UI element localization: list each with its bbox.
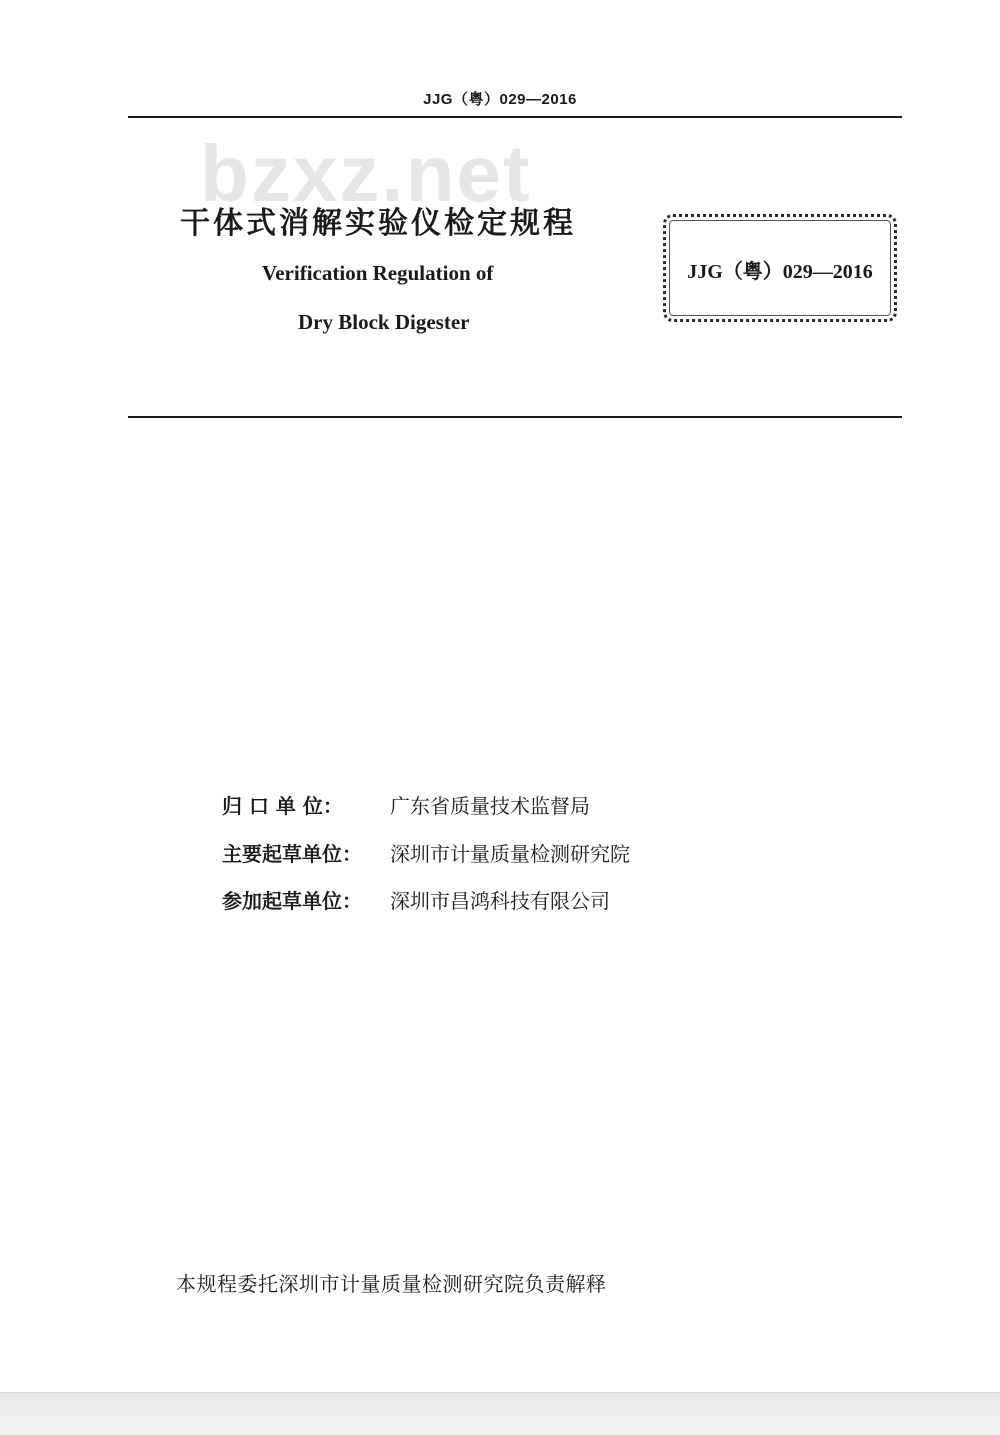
title-english-line2: Dry Block Digester	[298, 310, 470, 334]
org-row-responsible	[222, 790, 590, 819]
stamp-code: JJG（粤）029—2016	[687, 261, 873, 283]
title-english-line1: Verification Regulation of	[262, 261, 494, 285]
header-code: JJG（粤）029—2016	[423, 91, 577, 108]
org-value: 深圳市昌鸿科技有限公司	[390, 889, 610, 913]
viewer-bottom-bar	[0, 1392, 1000, 1435]
org-label: 归 口 单 位：	[222, 794, 343, 818]
bottom-rule	[128, 416, 902, 418]
org-label: 主要起草单位：	[222, 842, 362, 866]
org-row-main-drafter	[222, 838, 630, 867]
watermark: bzxz.net	[200, 129, 532, 218]
top-rule	[128, 116, 902, 118]
org-row-participating-drafter	[222, 885, 610, 914]
standard-code-stamp	[663, 214, 897, 322]
interpretation-note: 本规程委托深圳市计量质量检测研究院负责解释	[176, 1272, 607, 1296]
title-chinese: 干体式消解实验仪检定规程	[180, 206, 576, 241]
org-value: 广东省质量技术监督局	[390, 794, 590, 818]
org-value: 深圳市计量质量检测研究院	[390, 842, 630, 866]
org-label: 参加起草单位：	[222, 889, 362, 913]
